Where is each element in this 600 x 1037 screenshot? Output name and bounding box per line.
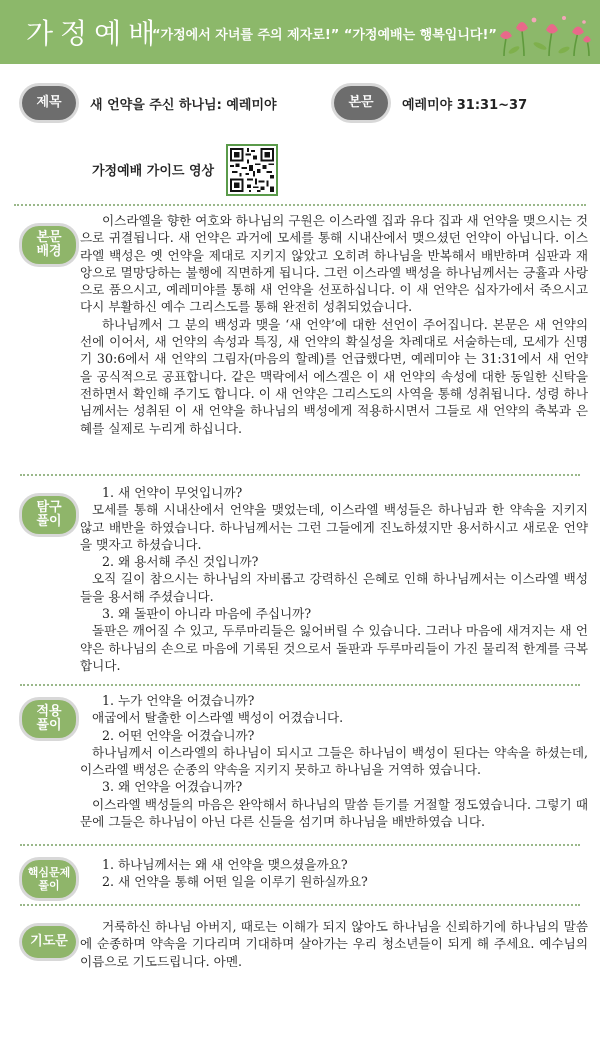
explore-label: 탐구 풀이 — [36, 500, 62, 529]
explore-question-2: 2. 왜 용서해 주신 것입니까? — [102, 554, 259, 570]
apply-question-2: 2. 어떤 언약을 어겼습니까? — [102, 727, 255, 743]
passage-label-badge: 본문 — [334, 86, 388, 120]
explore-answer-2: 오직 길이 참으시는 하나님의 자비롭고 강력하신 은혜로 인해 하나님께서는 이스라엘 백성들을 용서해 주셨습니다. — [80, 571, 588, 604]
explore-question-1: 1. 새 언약이 무엇입니까? — [102, 485, 243, 500]
qr-code-icon[interactable] — [226, 144, 278, 196]
apply-answer-1: 애굽에서 탈출한 이스라엘 백성이 어겼습니다. — [92, 710, 344, 726]
section-divider — [20, 474, 580, 476]
tulip-flowers-icon — [494, 6, 594, 60]
page-title: 가정예배 — [26, 17, 163, 50]
core-label: 핵심문제 풀이 — [27, 866, 71, 892]
core-question-2: 2. 새 언약을 통해 어떤 일을 이루기 원하실까요? — [102, 874, 368, 890]
prayer-label: 기도문 — [30, 934, 68, 949]
prayer-section — [80, 918, 588, 970]
core-question-1: 1. 하나님께서는 왜 새 언약을 맺으셨을까요? — [102, 857, 348, 872]
guide-video-label: 가정예배 가이드 영상 — [92, 164, 215, 179]
prayer-text: 거룩하신 하나님 아버지, 때로는 이해가 되지 않아도 하나님을 신뢰하기에 하나님의 말씀에 순종하며 약속을 기다리며 기대하며 살아가는 우리 청소년들이 되게 해 주세요. 예수님의 이름으로 기도드립니다. 아멘. — [80, 919, 588, 969]
apply-label: 적용 풀이 — [36, 704, 62, 733]
header-banner — [0, 0, 600, 64]
core-label-badge — [22, 860, 76, 898]
background-section — [80, 212, 588, 437]
explore-section — [80, 484, 588, 674]
background-paragraph-1: 이스라엘을 향한 여호와 하나님의 구원은 이스라엘 집과 유다 집과 새 언약을 맺으시는 것으로 귀결됩니다. 새 언약은 과거에 모세를 통해 시내산에서 맺으셨던 언약이 아닙니다. 이스라엘 백성은 옛 언약을 제대로 지키지 않았고 오히려 하나님을 반복해서 배반하며 심판과 재앙으로 멸망당하는 불행에 직면하게 됩니다. 그런 이스라엘 백성을 하나님께서는 긍휼과 사랑으로 품으시고, 예레미야를 통해 새 언약을 선포하십니다. 이 새 언약은 십자가에서 죽으시고 다시 부활하신 예수 그리스도를 통해 완전히 성취되었습니다. — [80, 213, 588, 315]
apply-question-3: 3. 왜 언약을 어겼습니까? — [102, 779, 243, 795]
header-slogan: “가정에서 자녀를 주의 제자로!” “가정예배는 행복입니다!” — [152, 28, 497, 43]
sermon-title: 새 언약을 주신 하나님: 예레미야 — [90, 98, 277, 113]
core-section — [80, 856, 588, 891]
section-divider — [20, 684, 580, 686]
background-label-badge — [22, 226, 76, 264]
prayer-label-badge — [22, 926, 76, 958]
sermon-passage: 예레미야 31:31~37 — [402, 98, 528, 113]
apply-section — [80, 692, 588, 830]
explore-answer-1: 모세를 통해 시내산에서 언약을 맺었는데, 이스라엘 백성들은 하나님과 한 약속을 지키지 않고 배반을 하였습니다. 하나님께서는 그런 그들에게 진노하셨지만 용서하시고 새로운 언약을 맺자고 하셨습니다. — [80, 502, 588, 552]
explore-question-3: 3. 왜 돌판이 아니라 마음에 주십니까? — [102, 606, 312, 622]
apply-answer-2: 하나님께서 이스라엘의 하나님이 되시고 그들은 하나님이 백성이 된다는 약속을 하셨는데, 이스라엘 백성은 순종의 약속을 지키지 못하고 하나님을 거역하 였습니다. — [80, 744, 588, 778]
title-label-badge: 제목 — [22, 86, 76, 120]
apply-answer-3: 이스라엘 백성들의 마음은 완악해서 하나님의 말씀 듣기를 거절할 정도였습니다. 그렇기 때문에 그들은 하나님이 아닌 다른 신들을 섬기며 하나님을 배반하였습 니다. — [80, 796, 588, 830]
section-divider — [20, 904, 580, 906]
explore-answer-3: 돌판은 깨어질 수 있고, 두루마리들은 잃어버릴 수 있습니다. 그러나 마음에 새겨지는 새 언약은 하나님의 손으로 마음에 기록된 것으로서 돌판과 두루마리들이 가진 물리적 한계를 극복합니다. — [80, 623, 588, 673]
explore-label-badge — [22, 496, 76, 534]
apply-question-1: 1. 누가 언약을 어겼습니까? — [102, 693, 255, 708]
section-divider — [20, 844, 580, 846]
section-divider — [14, 204, 586, 206]
background-paragraph-2: 하나님께서 그 분의 백성과 맺을 ‘새 언약’에 대한 선언이 주어집니다. 본문은 새 언약의 선에 이어서, 새 언약의 속성과 특징, 새 언약의 확실성을 차례대로 서술하는데, 모세가 신명기 30:6에서 새 언약의 그림자(마음의 할례)를 언급했다면, 예레미야 는 31:31에서 새 언약을 공식적으로 공표합니다. 같은 맥락에서 에스겔은 이 새 언약의 속성에 대한 동일한 신탁을 전하면서 확인해 주기도 합니다. 이 새 언약은 그리스도의 사역을 통해 성취됩니다. 성령 하나님께서는 성취된 이 새 언약을 하나님의 백성에게 적용하시면서 그들로 새 언약의 축복과 은혜를 실제로 누리게 하십니다. — [80, 316, 588, 436]
apply-label-badge — [22, 700, 76, 738]
background-label: 본문 배경 — [36, 230, 62, 259]
